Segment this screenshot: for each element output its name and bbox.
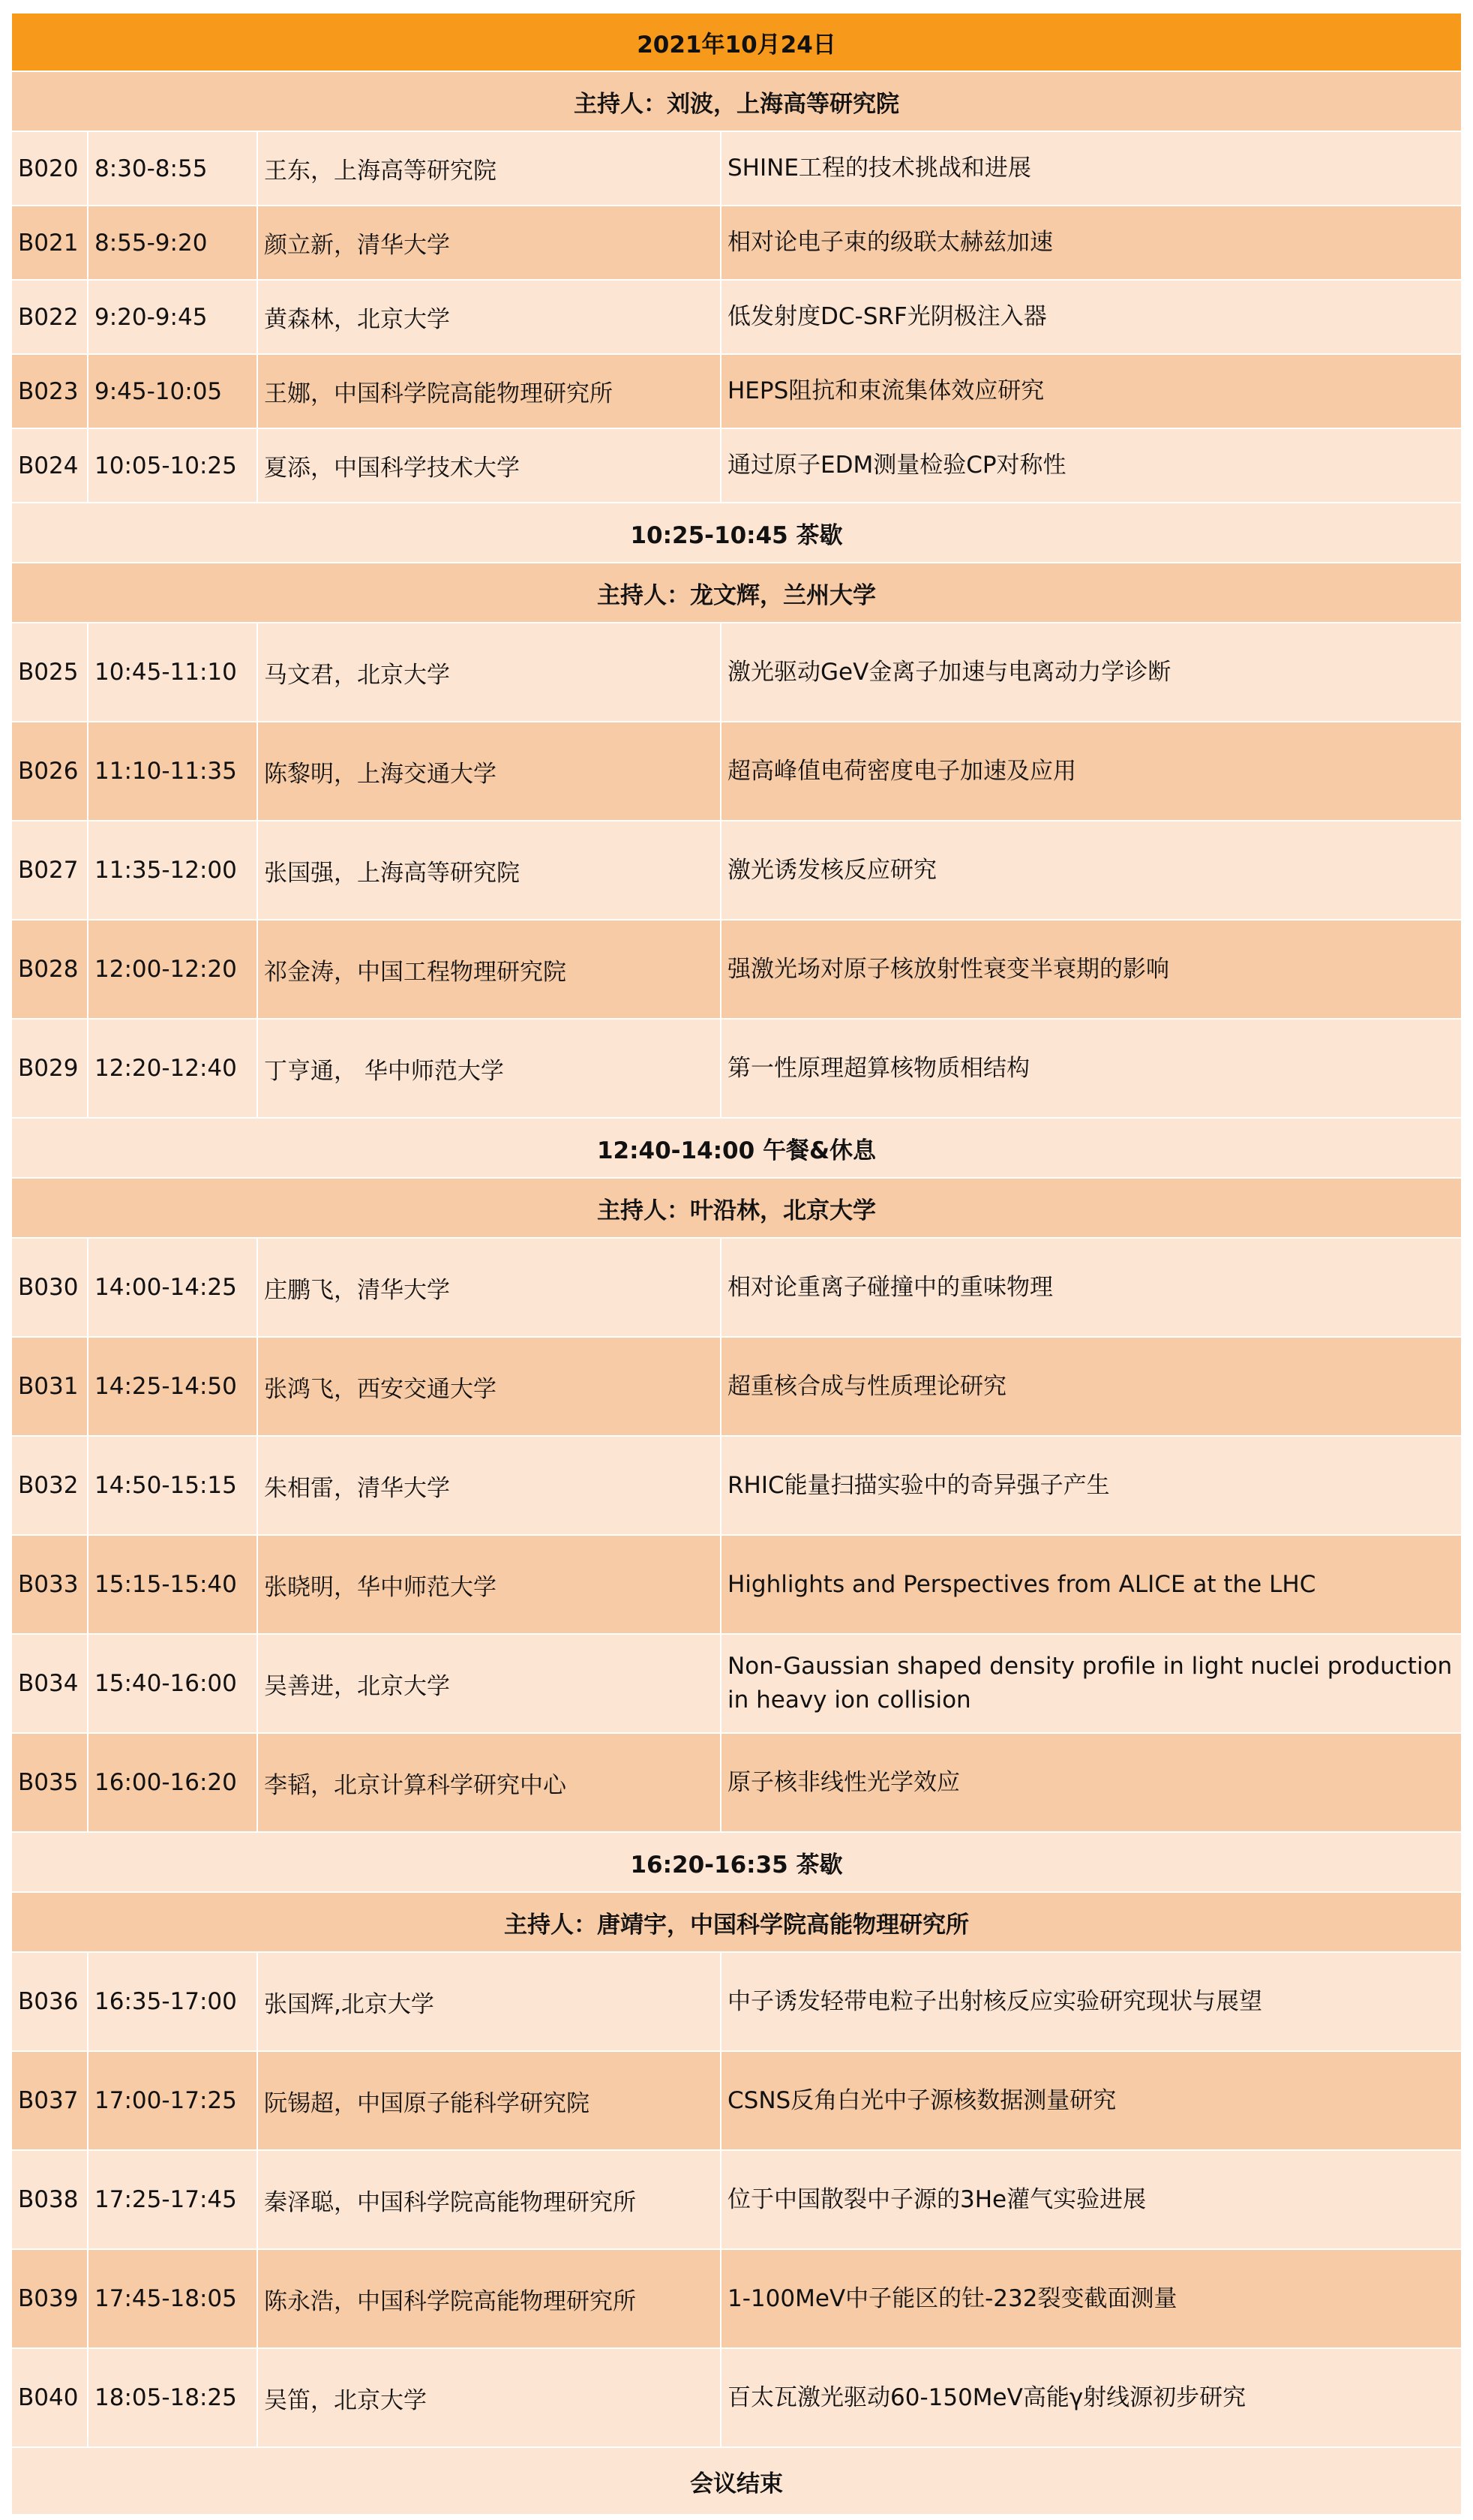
session-chair: 主持人：龙文辉，兰州大学 [11, 563, 1462, 623]
talk-row [11, 722, 1462, 821]
schedule-table [10, 12, 1462, 2515]
talk-speaker: 陈黎明，上海交通大学 [257, 722, 721, 821]
talk-speaker: 秦泽聪，中国科学院高能物理研究所 [257, 2150, 721, 2249]
talk-row [11, 280, 1462, 354]
talk-row [11, 428, 1462, 503]
talk-row [11, 206, 1462, 280]
talk-speaker: 颜立新，清华大学 [257, 206, 721, 280]
talk-row [11, 920, 1462, 1019]
talk-topic: Highlights and Perspectives from ALICE at the LHC [721, 1535, 1462, 1634]
talk-topic: 低发射度DC-SRF光阴极注入器 [721, 280, 1462, 354]
talk-speaker: 张晓明，华中师范大学 [257, 1535, 721, 1634]
talk-row [11, 1337, 1462, 1436]
talk-speaker: 黄森林，北京大学 [257, 280, 721, 354]
talk-topic: 激光驱动GeV金离子加速与电离动力学诊断 [721, 623, 1462, 722]
talk-speaker: 张国辉,北京大学 [257, 1952, 721, 2051]
talk-speaker: 祁金涛，中国工程物理研究院 [257, 920, 721, 1019]
talk-time: 16:00-16:20 [88, 1733, 257, 1832]
talk-id: B021 [11, 206, 88, 280]
talk-id: B031 [11, 1337, 88, 1436]
talk-id: B036 [11, 1952, 88, 2051]
schedule-body [11, 13, 1462, 2515]
talk-topic: Non-Gaussian shaped density profile in light nuclei production in heavy ion collision [721, 1634, 1462, 1733]
talk-topic: 超高峰值电荷密度电子加速及应用 [721, 722, 1462, 821]
talk-topic: RHIC能量扫描实验中的奇异强子产生 [721, 1436, 1462, 1535]
talk-speaker: 阮锡超，中国原子能科学研究院 [257, 2051, 721, 2150]
chair-row [11, 563, 1462, 623]
talk-id: B034 [11, 1634, 88, 1733]
talk-id: B029 [11, 1019, 88, 1118]
talk-row [11, 1019, 1462, 1118]
talk-topic: 原子核非线性光学效应 [721, 1733, 1462, 1832]
talk-speaker: 陈永浩，中国科学院高能物理研究所 [257, 2249, 721, 2348]
talk-id: B028 [11, 920, 88, 1019]
talk-row [11, 1436, 1462, 1535]
talk-time: 14:25-14:50 [88, 1337, 257, 1436]
talk-id: B027 [11, 821, 88, 920]
talk-topic: CSNS反角白光中子源核数据测量研究 [721, 2051, 1462, 2150]
break-label: 12:40-14:00 午餐&休息 [11, 1118, 1462, 1178]
talk-row [11, 1634, 1462, 1733]
talk-time: 14:00-14:25 [88, 1238, 257, 1337]
talk-time: 16:35-17:00 [88, 1952, 257, 2051]
talk-row [11, 821, 1462, 920]
talk-time: 10:45-11:10 [88, 623, 257, 722]
talk-speaker: 丁亨通， 华中师范大学 [257, 1019, 721, 1118]
talk-id: B035 [11, 1733, 88, 1832]
talk-row [11, 2249, 1462, 2348]
talk-time: 17:00-17:25 [88, 2051, 257, 2150]
talk-row [11, 1733, 1462, 1832]
talk-time: 8:55-9:20 [88, 206, 257, 280]
talk-id: B038 [11, 2150, 88, 2249]
talk-topic: 相对论重离子碰撞中的重味物理 [721, 1238, 1462, 1337]
talk-time: 15:40-16:00 [88, 1634, 257, 1733]
talk-time: 14:50-15:15 [88, 1436, 257, 1535]
talk-row [11, 1238, 1462, 1337]
break-row [11, 503, 1462, 563]
talk-time: 18:05-18:25 [88, 2348, 257, 2447]
end-row [11, 2447, 1462, 2515]
talk-topic: 超重核合成与性质理论研究 [721, 1337, 1462, 1436]
talk-topic: 相对论电子束的级联太赫兹加速 [721, 206, 1462, 280]
break-row [11, 1832, 1462, 1892]
talk-speaker: 夏添，中国科学技术大学 [257, 428, 721, 503]
talk-id: B025 [11, 623, 88, 722]
session-chair: 主持人：叶沿林，北京大学 [11, 1178, 1462, 1238]
talk-time: 9:45-10:05 [88, 354, 257, 428]
talk-time: 11:35-12:00 [88, 821, 257, 920]
talk-topic: 位于中国散裂中子源的3He灌气实验进展 [721, 2150, 1462, 2249]
date-header-row [11, 13, 1462, 71]
talk-topic: SHINE工程的技术挑战和进展 [721, 131, 1462, 206]
talk-speaker: 朱相雷，清华大学 [257, 1436, 721, 1535]
talk-speaker: 王娜，中国科学院高能物理研究所 [257, 354, 721, 428]
chair-row [11, 1892, 1462, 1952]
talk-speaker: 庄鹏飞，清华大学 [257, 1238, 721, 1337]
talk-speaker: 张鸿飞，西安交通大学 [257, 1337, 721, 1436]
talk-id: B033 [11, 1535, 88, 1634]
talk-time: 11:10-11:35 [88, 722, 257, 821]
talk-id: B026 [11, 722, 88, 821]
talk-speaker: 吴笛，北京大学 [257, 2348, 721, 2447]
talk-id: B032 [11, 1436, 88, 1535]
talk-topic: 第一性原理超算核物质相结构 [721, 1019, 1462, 1118]
talk-row [11, 1535, 1462, 1634]
talk-id: B030 [11, 1238, 88, 1337]
break-label: 10:25-10:45 茶歇 [11, 503, 1462, 563]
talk-id: B040 [11, 2348, 88, 2447]
talk-time: 8:30-8:55 [88, 131, 257, 206]
talk-time: 17:25-17:45 [88, 2150, 257, 2249]
talk-topic: 激光诱发核反应研究 [721, 821, 1462, 920]
date-header: 2021年10月24日 [11, 13, 1462, 71]
session-chair: 主持人：刘波，上海高等研究院 [11, 71, 1462, 131]
talk-id: B022 [11, 280, 88, 354]
talk-topic: HEPS阻抗和束流集体效应研究 [721, 354, 1462, 428]
talk-row [11, 1952, 1462, 2051]
talk-id: B020 [11, 131, 88, 206]
talk-topic: 1-100MeV中子能区的钍-232裂变截面测量 [721, 2249, 1462, 2348]
talk-topic: 中子诱发轻带电粒子出射核反应实验研究现状与展望 [721, 1952, 1462, 2051]
meeting-end: 会议结束 [11, 2447, 1462, 2515]
talk-row [11, 2348, 1462, 2447]
talk-topic: 百太瓦激光驱动60-150MeV高能γ射线源初步研究 [721, 2348, 1462, 2447]
talk-id: B037 [11, 2051, 88, 2150]
talk-row [11, 354, 1462, 428]
talk-time: 15:15-15:40 [88, 1535, 257, 1634]
chair-row [11, 1178, 1462, 1238]
talk-row [11, 2150, 1462, 2249]
talk-speaker: 吴善进，北京大学 [257, 1634, 721, 1733]
session-chair: 主持人：唐靖宇，中国科学院高能物理研究所 [11, 1892, 1462, 1952]
talk-time: 9:20-9:45 [88, 280, 257, 354]
break-label: 16:20-16:35 茶歇 [11, 1832, 1462, 1892]
talk-row [11, 623, 1462, 722]
talk-time: 12:20-12:40 [88, 1019, 257, 1118]
talk-id: B023 [11, 354, 88, 428]
talk-time: 17:45-18:05 [88, 2249, 257, 2348]
chair-row [11, 71, 1462, 131]
talk-row [11, 131, 1462, 206]
talk-speaker: 李韬，北京计算科学研究中心 [257, 1733, 721, 1832]
talk-topic: 通过原子EDM测量检验CP对称性 [721, 428, 1462, 503]
talk-id: B024 [11, 428, 88, 503]
talk-row [11, 2051, 1462, 2150]
talk-time: 12:00-12:20 [88, 920, 257, 1019]
talk-id: B039 [11, 2249, 88, 2348]
talk-topic: 强激光场对原子核放射性衰变半衰期的影响 [721, 920, 1462, 1019]
talk-speaker: 王东，上海高等研究院 [257, 131, 721, 206]
talk-speaker: 马文君，北京大学 [257, 623, 721, 722]
talk-time: 10:05-10:25 [88, 428, 257, 503]
break-row [11, 1118, 1462, 1178]
talk-speaker: 张国强，上海高等研究院 [257, 821, 721, 920]
